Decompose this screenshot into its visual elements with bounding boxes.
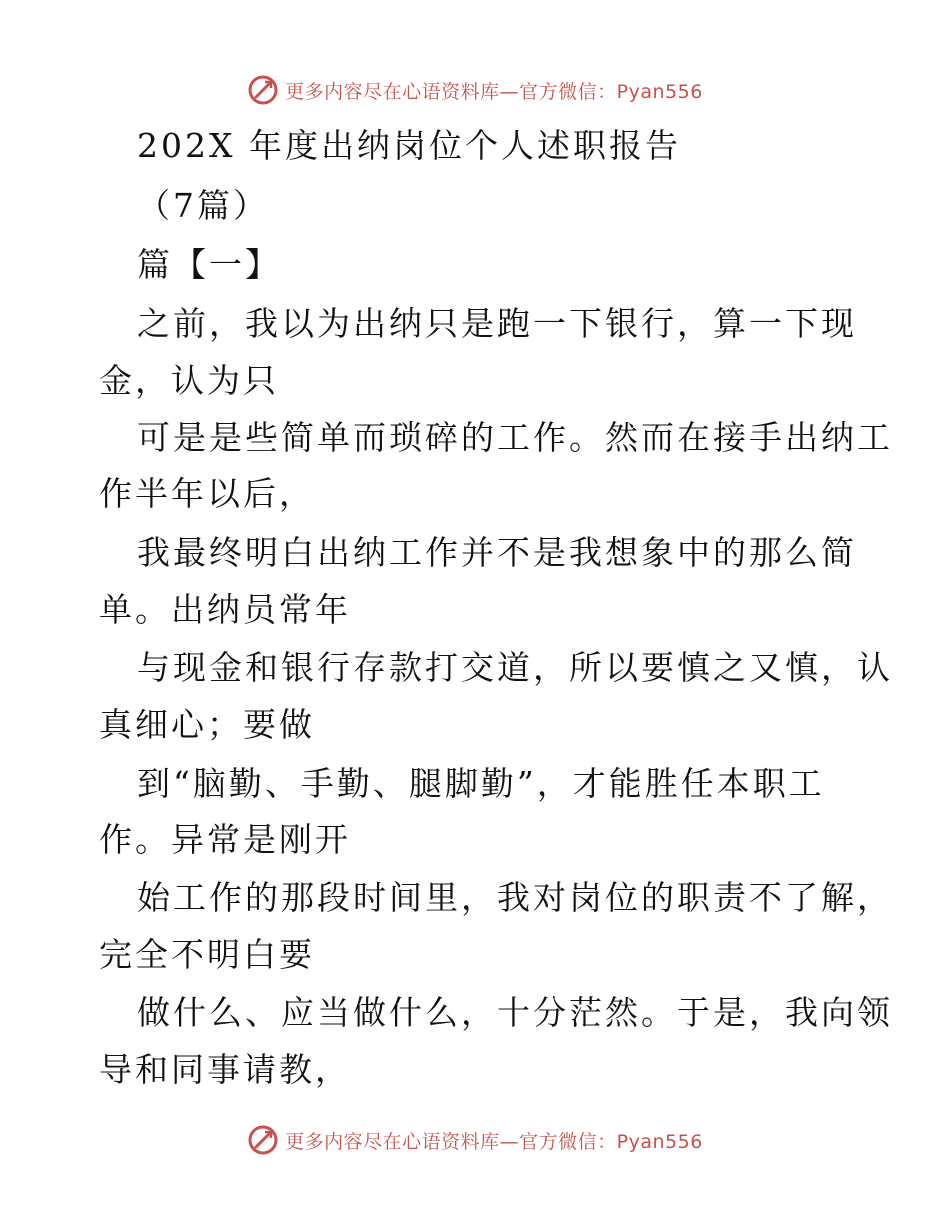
body-line: 可是是些简单而琐碎的工作。然而在接手出纳工 [137,418,893,457]
body-line: 作半年以后， [99,474,315,513]
quill-logo-icon [247,1124,279,1156]
document-title: 202X 年度出纳岗位个人述职报告 [137,126,681,165]
body-line: 真细心；要做 [99,705,315,744]
body-line: 金，认为只 [99,361,279,400]
body-line: 始工作的那段时间里，我对岗位的职责不了解， [137,878,893,917]
watermark-text: 更多内容尽在心语资料库—官方微信：Pyan556 [285,80,703,103]
body-line: 导和同事请教， [99,1050,351,1089]
body-line: 做什么、应当做什么，十分茫然。于是，我向领 [137,993,893,1032]
document-subtitle: （7篇） [137,186,269,225]
body-line: 单。出纳员常年 [99,590,351,629]
body-line: 完全不明白要 [99,935,315,974]
body-line: 我最终明白出纳工作并不是我想象中的那么简 [137,533,857,572]
body-line: 与现金和银行存款打交道，所以要慎之又慎，认 [137,648,893,687]
footer-watermark [0,1120,950,1160]
header-watermark [0,70,950,110]
body-line: 作。异常是刚开 [99,820,351,859]
body-line: 到“脑勤、手勤、腿脚勤”，才能胜任本职工 [137,764,825,803]
section-heading: 篇【一】 [137,245,281,284]
quill-logo-icon [247,74,279,106]
body-line: 之前，我以为出纳只是跑一下银行，算一下现 [137,304,857,343]
watermark-text: 更多内容尽在心语资料库—官方微信：Pyan556 [285,1130,703,1153]
